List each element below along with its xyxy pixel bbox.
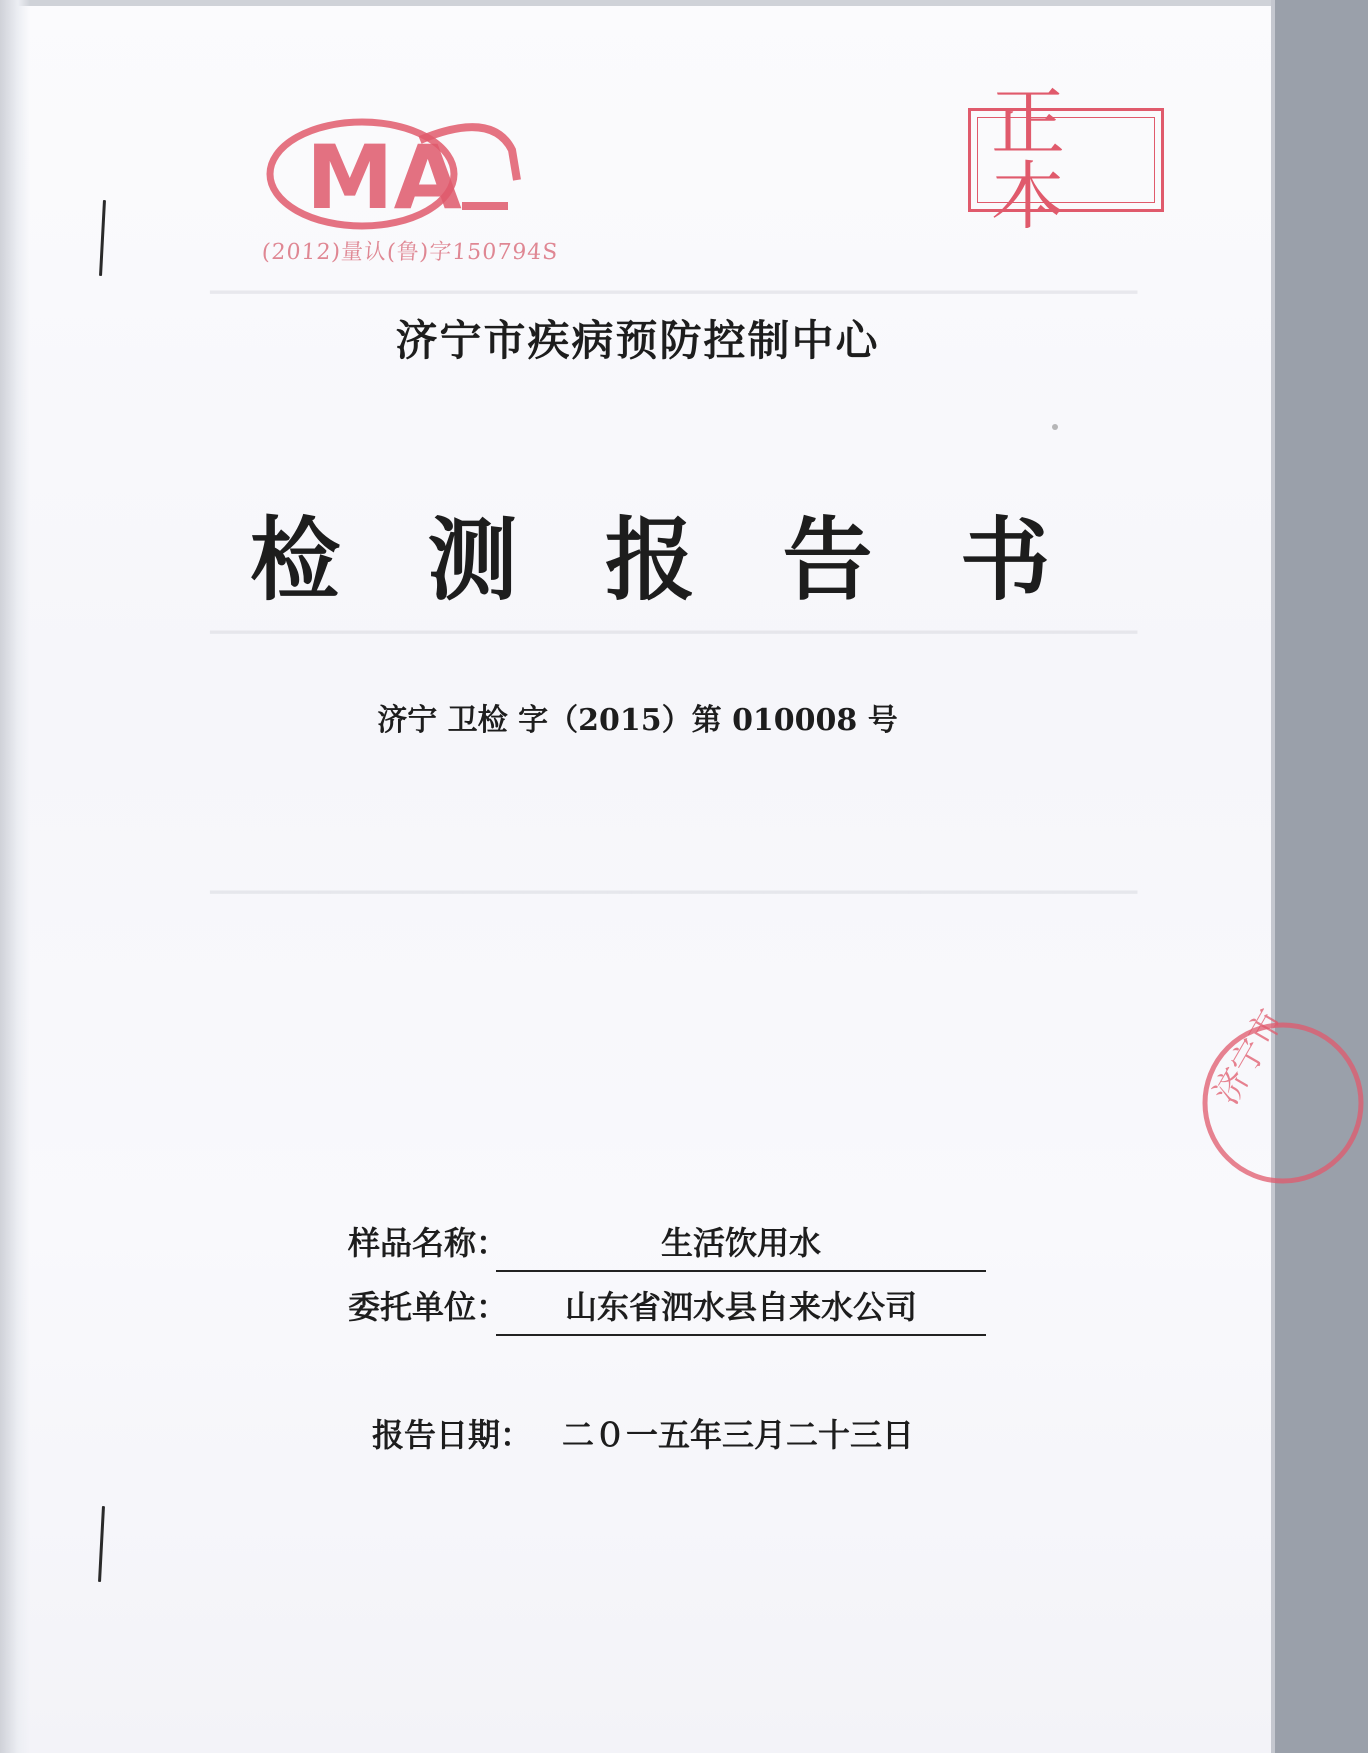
staple-top bbox=[99, 200, 106, 276]
bleed-through-line: ━━━━━━━━━━━━━━━━━━━━━━━━━━━━━━━━━━━━━━━━━━━━━━━━━━━━━━━━━━━━━━━━━━━━━━━━━━━━━ bbox=[210, 620, 1138, 644]
svg-text:济宁市: 济宁市 bbox=[1206, 1002, 1292, 1112]
bleed-through-line: ━━━━━━━━━━━━━━━━━━━━━━━━━━━━━━━━━━━━━━━━━━━━━━━━━━━━━━━━━━━━━━━━━━━━━━━━━━━━━ bbox=[210, 880, 1138, 904]
organization-name: 济宁市疾病预防控制中心 bbox=[395, 316, 880, 365]
original-copy-stamp-text: 正本 bbox=[991, 80, 1091, 240]
paper-speck bbox=[1052, 424, 1058, 430]
scan-top-edge bbox=[0, 0, 1275, 6]
bleed-through-line: ━━━━━━━━━━━━━━━━━━━━━━━━━━━━━━━━━━━━━━━━━━━━━━━━━━━━━━━━━━━━━━━━━━━━━━━━━━━━━ bbox=[210, 280, 1138, 304]
title-char: 测 bbox=[427, 507, 518, 613]
title-char: 报 bbox=[605, 507, 695, 613]
scan-left-shadow bbox=[0, 0, 30, 1753]
svg-text:MA: MA bbox=[306, 126, 462, 229]
report-date-value: 二０一五年三月二十三日 bbox=[562, 1416, 915, 1454]
report-date bbox=[372, 1410, 914, 1456]
sample-name-label: 样品名称： bbox=[348, 1224, 509, 1262]
scan-right-edge bbox=[1271, 0, 1275, 1753]
official-round-seal bbox=[1198, 1002, 1368, 1188]
client-label: 委托单位： bbox=[348, 1288, 509, 1326]
report-title bbox=[250, 505, 1050, 615]
original-copy-stamp bbox=[968, 80, 1164, 240]
staple-bottom bbox=[98, 1506, 105, 1582]
client-value: 山东省泗水县自来水公司 bbox=[496, 1282, 986, 1336]
title-char: 检 bbox=[250, 507, 340, 613]
report-date-label: 报告日期： bbox=[372, 1416, 533, 1454]
cma-stamp-number: (2012)量认(鲁)字150794S bbox=[260, 240, 560, 265]
title-char: 书 bbox=[960, 507, 1050, 613]
title-char: 告 bbox=[782, 507, 873, 613]
sample-name-value: 生活饮用水 bbox=[496, 1218, 986, 1272]
document-number: 济宁 卫检 字（2015）第 010008 号 bbox=[377, 703, 898, 738]
